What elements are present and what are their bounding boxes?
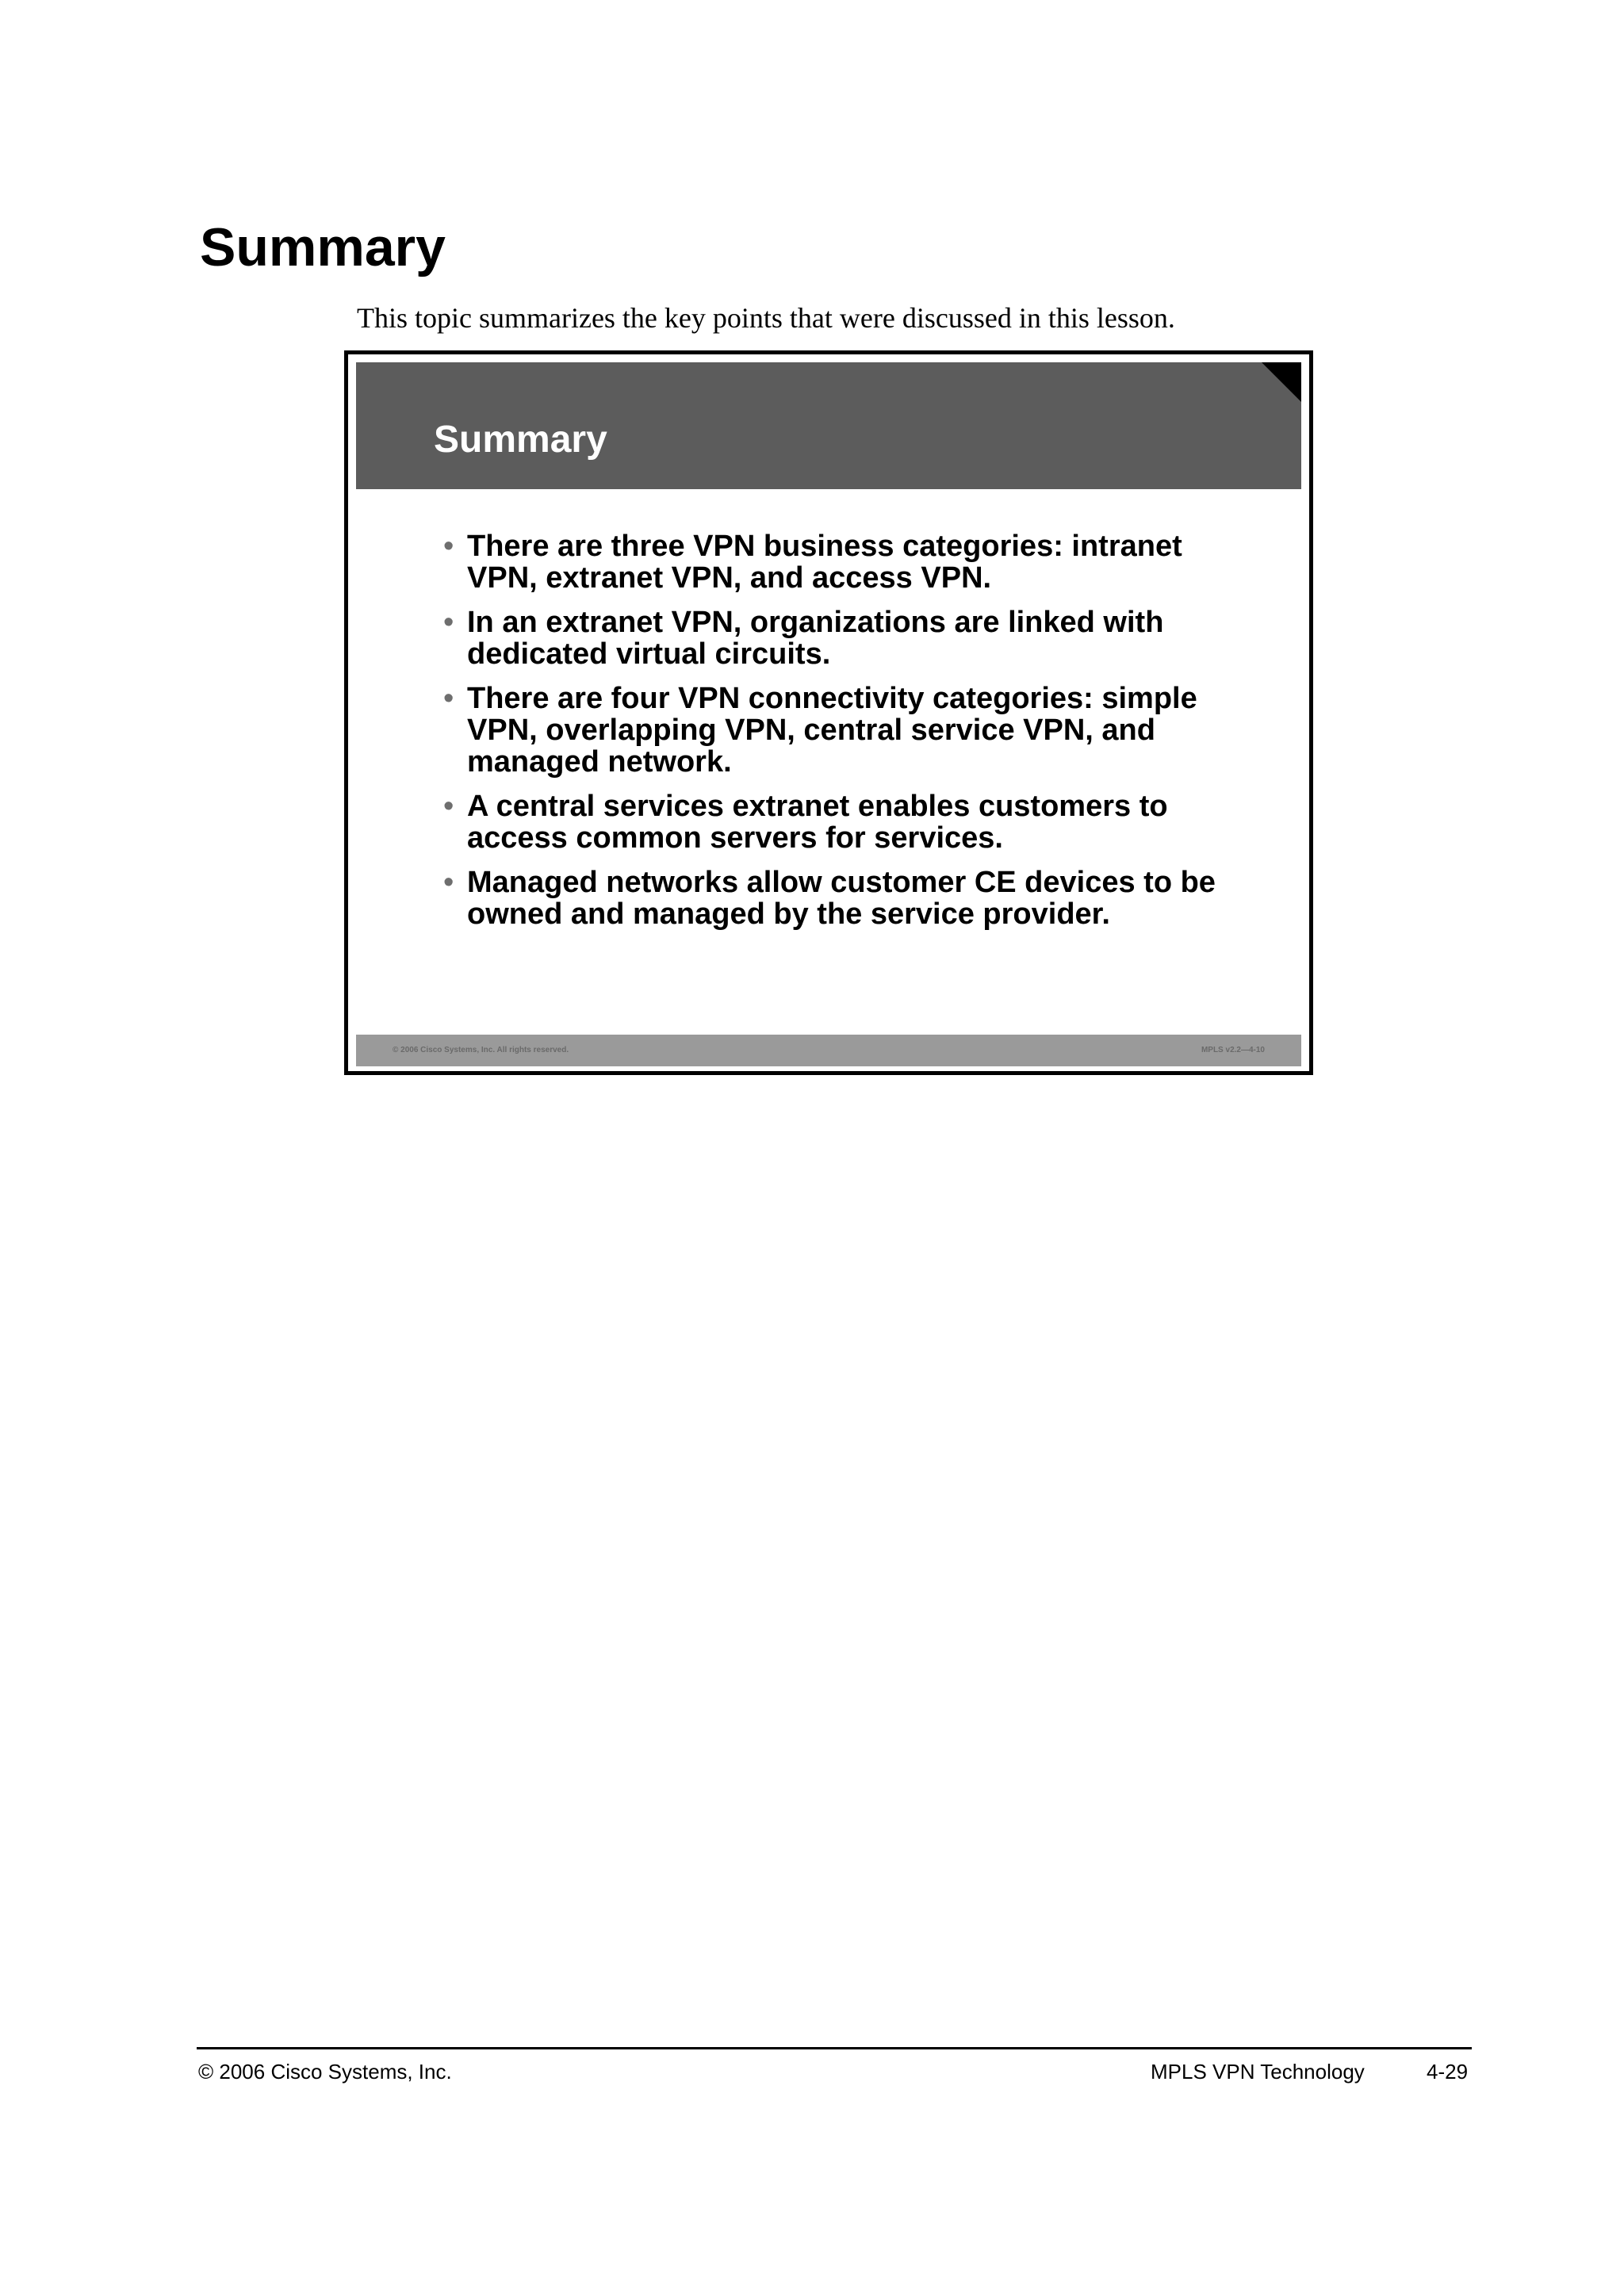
bullet-icon: •: [443, 606, 454, 639]
slide-copyright: © 2006 Cisco Systems, Inc. All rights reserved.: [393, 1046, 569, 1054]
list-item: [443, 867, 1236, 930]
slide-image: [344, 350, 1313, 1075]
bullet-text: There are four VPN connectivity categories: simple VPN, overlapping VPN, central service VPN, and managed network.: [467, 682, 1197, 779]
slide-bullet-list: [443, 530, 1236, 943]
footer-divider: [197, 2047, 1472, 2049]
slide-footer-band: [356, 1035, 1301, 1066]
footer-course-title: MPLS VPN Technology: [1151, 2060, 1365, 2084]
list-item: [443, 530, 1236, 594]
page-title: Summary: [200, 217, 446, 277]
bullet-text: Managed networks allow customer CE devices to be owned and managed by the service provider.: [467, 866, 1216, 931]
bullet-text: There are three VPN business categories: intranet VPN, extranet VPN, and access VPN.: [467, 530, 1182, 595]
bullet-icon: •: [443, 682, 454, 715]
list-item: [443, 790, 1236, 854]
bullet-icon: •: [443, 530, 454, 563]
list-item: [443, 607, 1236, 670]
list-item: [443, 683, 1236, 778]
footer-page-number: 4-29: [1427, 2060, 1469, 2084]
bullet-icon: •: [443, 866, 454, 899]
slide-header-band: [356, 362, 1301, 489]
slide-title: Summary: [434, 419, 607, 461]
bullet-text: A central services extranet enables customers to access common servers for services.: [467, 790, 1168, 855]
intro-text: This topic summarizes the key points that were discussed in this lesson.: [357, 302, 1175, 334]
bullet-icon: •: [443, 790, 454, 823]
footer-copyright: © 2006 Cisco Systems, Inc.: [198, 2060, 452, 2084]
bullet-text: In an extranet VPN, organizations are linked with dedicated virtual circuits.: [467, 606, 1164, 671]
slide-number: MPLS v2.2—4-10: [1201, 1046, 1265, 1054]
corner-triangle-icon: [1262, 362, 1301, 402]
